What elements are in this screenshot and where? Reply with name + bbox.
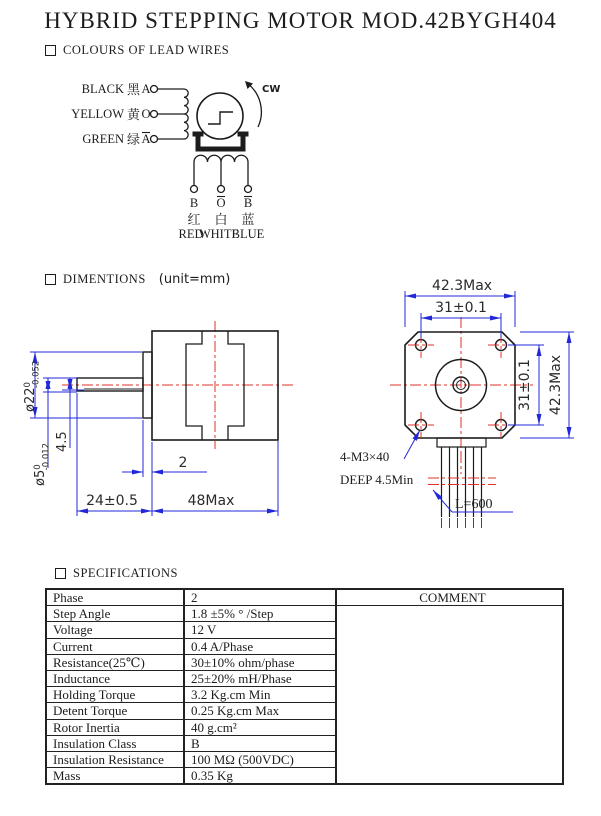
phase-label: O [141,107,151,121]
terminal-row-Abar [82,132,157,147]
mounting-holes-note: 4-M3×40 [340,449,390,464]
page-title: HYBRID STEPPING MOTOR MOD.42BYGH404 [44,8,557,33]
terminal-circle [151,111,158,118]
dim-face-height: 42.3Max [548,354,564,416]
wire-color-cn: 蓝 [241,212,255,227]
lead-wires [158,89,185,139]
terminal-circle [191,186,198,193]
hole-depth-note: DEEP 4.5Min [340,472,414,487]
spec-label: Rotor Inertia [46,719,184,735]
spec-value: 3.2 Kg.cm Min [184,687,336,703]
section-checkbox-icon [55,568,66,579]
wire-color-en: WHITE [198,227,240,241]
spec-label: Step Angle [46,606,184,622]
spec-value: 25±20% mH/Phase [184,670,336,686]
cw-rotation-arc [247,83,261,127]
wire-color-cn: 红 [187,212,201,227]
spec-value: 1.8 ±5% ° /Step [184,606,336,622]
section-specifications-label: SPECIFICATIONS [73,566,178,580]
section-lead-wires [45,43,229,58]
winding-A [184,89,188,139]
spec-value: 30±10% ohm/phase [184,654,336,670]
cw-label: CW [262,84,281,95]
dim-shaft-diameter: $ø5^0-0.012$ [33,442,52,486]
dimension-drawing [0,255,601,560]
specifications-table [45,588,564,785]
phase-label: B [189,196,199,210]
spec-label: Voltage [46,622,184,638]
dim-body-length: 48Max [187,493,235,509]
phase-label: B [243,196,253,210]
wire-color-cn: 黑 [127,82,141,97]
wire-color-en: BLUE [231,227,265,241]
spec-row [46,589,563,606]
spec-value: 2 [184,589,336,606]
spec-value: 100 MΩ (500VDC) [184,751,336,767]
wire-color-cn: 白 [214,212,228,227]
bottom-terminal-labels [179,196,265,241]
section-specifications [55,566,178,581]
wire-color-en: GREEN [82,132,124,146]
motor-side-view [23,321,293,516]
spec-value: 12 V [184,622,336,638]
wire-color-en: YELLOW [71,107,124,121]
lead-length-note: L=600 [455,497,493,512]
spec-label: Resistance(25℃) [46,654,184,670]
dim-hole-spacing-h: 31±0.1 [435,300,487,316]
winding-B [194,155,248,185]
spec-value: B [184,735,336,751]
spec-label: Insulation Resistance [46,751,184,767]
spec-label: Detent Torque [46,703,184,719]
rotor-step-symbol [208,112,233,124]
section-lead-wires-label: COLOURS OF LEAD WIRES [63,43,230,57]
dim-boss-diameter: $ø22^0-0.052$ [23,360,42,412]
section-checkbox-icon [45,45,56,56]
wire-color-cn: 绿 [127,132,141,147]
spec-value: 0.25 Kg.cm Max [184,703,336,719]
motor-front-view [340,278,574,528]
spec-value: 40 g.cm² [184,719,336,735]
spec-label: Holding Torque [46,687,184,703]
terminal-row-O [71,107,157,122]
spec-value: 0.4 A/Phase [184,638,336,654]
wire-color-en: BLACK [81,82,124,96]
terminal-circle [151,86,158,93]
terminal-circle [151,136,158,143]
dim-shaft-flat: 4.5 [55,431,70,452]
spec-label: Insulation Class [46,735,184,751]
dim-shaft-length: 24±0.5 [86,493,138,509]
spec-label: Inductance [46,670,184,686]
terminal-circle [245,186,252,193]
dim-pilot-depth: 2 [178,455,188,471]
unit-note: (unit=mm) [158,272,231,287]
phase-label: A [141,82,151,96]
terminal-row-A [82,82,158,97]
dim-hole-spacing-v: 31±0.1 [517,359,533,411]
section-dimensions-label: DIMENTIONS [63,272,146,286]
spec-value: 0.35 Kg [184,768,336,785]
spec-row [46,606,563,622]
lead-wire-diagram [0,60,601,250]
spec-label: Phase [46,589,184,606]
comment-header: COMMENT [419,590,486,606]
phase-label: A [141,132,151,146]
dim-face-width: 42.3Max [431,278,493,294]
wire-color-en: RED [178,227,204,241]
lead-wire-bundle [428,438,496,528]
terminal-circle [218,186,225,193]
spec-label: Mass [46,768,184,785]
comment-cell [336,606,563,785]
stator-bracket [198,134,243,149]
wire-color-cn: 黄 [127,107,141,122]
phase-label: O [216,196,226,210]
spec-label: Current [46,638,184,654]
